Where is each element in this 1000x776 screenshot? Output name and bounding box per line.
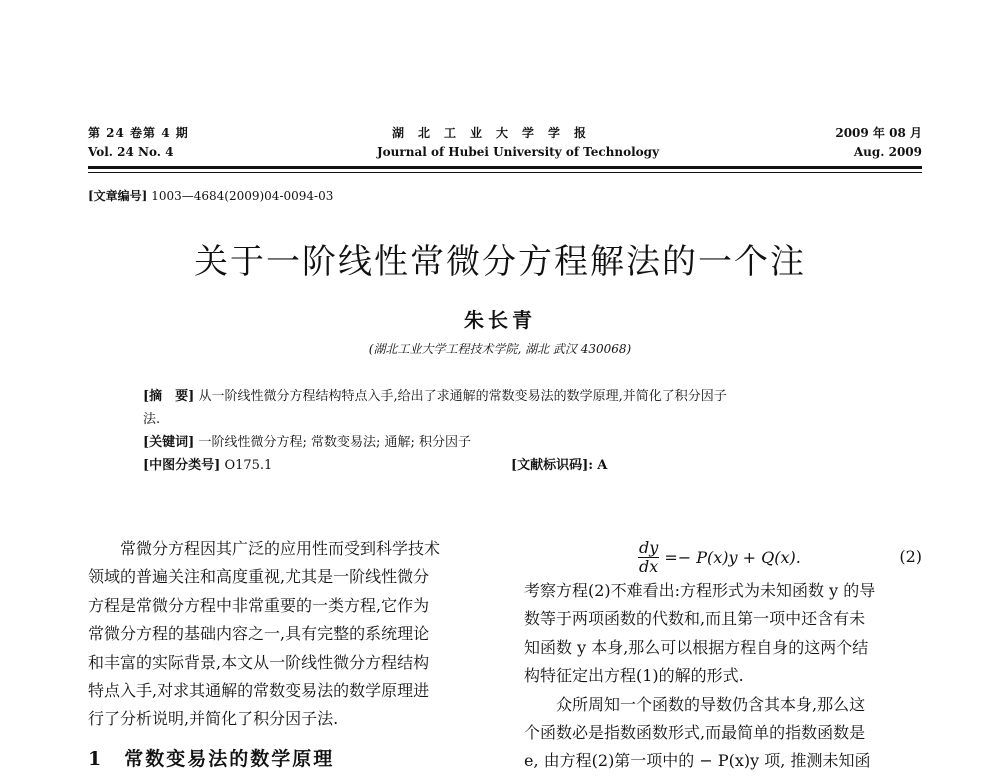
section-heading: 1 常数变易法的数学原理 [88, 748, 335, 770]
fraction-numerator: dy [639, 538, 659, 557]
classification-line [143, 454, 878, 477]
right-line: 个函数必是指数函数形式,而最简单的指数函数是 [524, 723, 866, 743]
doc-code-value: A [597, 458, 608, 473]
right-line: 数等于两项函数的代数和,而且第一项中还含有未 [524, 609, 866, 629]
keywords-label: [关键词] [143, 435, 195, 450]
equation-rhs: =− P(x)y + Q(x). [664, 548, 801, 567]
paper-title: 关于一阶线性常微分方程解法的一个注 [194, 242, 806, 282]
abstract-text-2: 法. [143, 412, 161, 427]
left-line: 和丰富的实际背景,本文从一阶线性微分方程结构 [88, 652, 430, 672]
left-line: 行了分析说明,并简化了积分因子法. [88, 709, 339, 729]
abstract-block [143, 385, 878, 477]
header-rule-thin [88, 172, 922, 173]
left-line: 领域的普遍关注和高度重视,尤其是一阶线性微分 [88, 567, 430, 587]
affiliation: (湖北工业大学工程技术学院, 湖北 武汉 430068) [368, 342, 632, 356]
article-number-label: [文章编号] [88, 189, 148, 203]
classification-label: [中图分类号] [143, 458, 221, 473]
author-name: 朱长青 [464, 308, 536, 332]
right-line: 构特征定出方程(1)的解的形式. [524, 666, 744, 686]
left-line: 常微分方程因其广泛的应用性而受到科学技术 [88, 539, 441, 558]
abstract-line-1 [143, 385, 878, 408]
keywords-value: 一阶线性微分方程; 常数变易法; 通解; 积分因子 [198, 435, 471, 450]
abstract-text-1: 从一阶线性微分方程结构特点入手,给出了求通解的常数变易法的数学原理,并简化了积分因子 [198, 389, 727, 404]
date-en: Aug. 2009 [853, 145, 922, 159]
left-line: 特点入手,对求其通解的常数变易法的数学原理进 [88, 681, 430, 701]
header-rule-thick [88, 166, 922, 169]
article-number [88, 187, 333, 204]
left-column [88, 535, 484, 734]
doc-code-label: [文献标识码]: [511, 458, 594, 473]
left-line: 常微分方程的基础内容之一,具有完整的系统理论 [88, 624, 430, 644]
date-cn: 2009 年 08 月 [835, 126, 922, 140]
fraction-denominator: dx [639, 557, 659, 576]
right-column [524, 577, 922, 776]
right-line: 考察方程(2)不难看出:方程形式为未知函数 y 的导 [524, 581, 876, 600]
abstract-label: [摘 要] [143, 389, 195, 404]
doc-code [511, 454, 607, 477]
keywords-line [143, 431, 878, 454]
equation-tag: (2) [899, 547, 922, 566]
right-line: e, 由方程(2)第一项中的 − P(x)y 项, 推测未知函 [524, 751, 871, 771]
classification-value: O175.1 [224, 458, 273, 473]
journal-name-cn: 湖北工业大学学报 [392, 126, 601, 140]
right-line: 知函数 y 本身,那么可以根据方程自身的这两个结 [524, 637, 869, 657]
journal-name-en: Journal of Hubei University of Technology [377, 145, 660, 159]
equation-2 [638, 539, 801, 576]
left-line: 方程是常微分方程中非常重要的一类方程,它作为 [88, 595, 430, 615]
issue-cn: 第 24 卷第 4 期 [88, 126, 189, 140]
equation-fraction [638, 539, 659, 576]
issue-en: Vol. 24 No. 4 [88, 145, 174, 159]
article-number-value: 1003—4684(2009)04-0094-03 [151, 189, 334, 203]
right-line: 众所周知一个函数的导数仍含其本身,那么这 [524, 694, 866, 714]
